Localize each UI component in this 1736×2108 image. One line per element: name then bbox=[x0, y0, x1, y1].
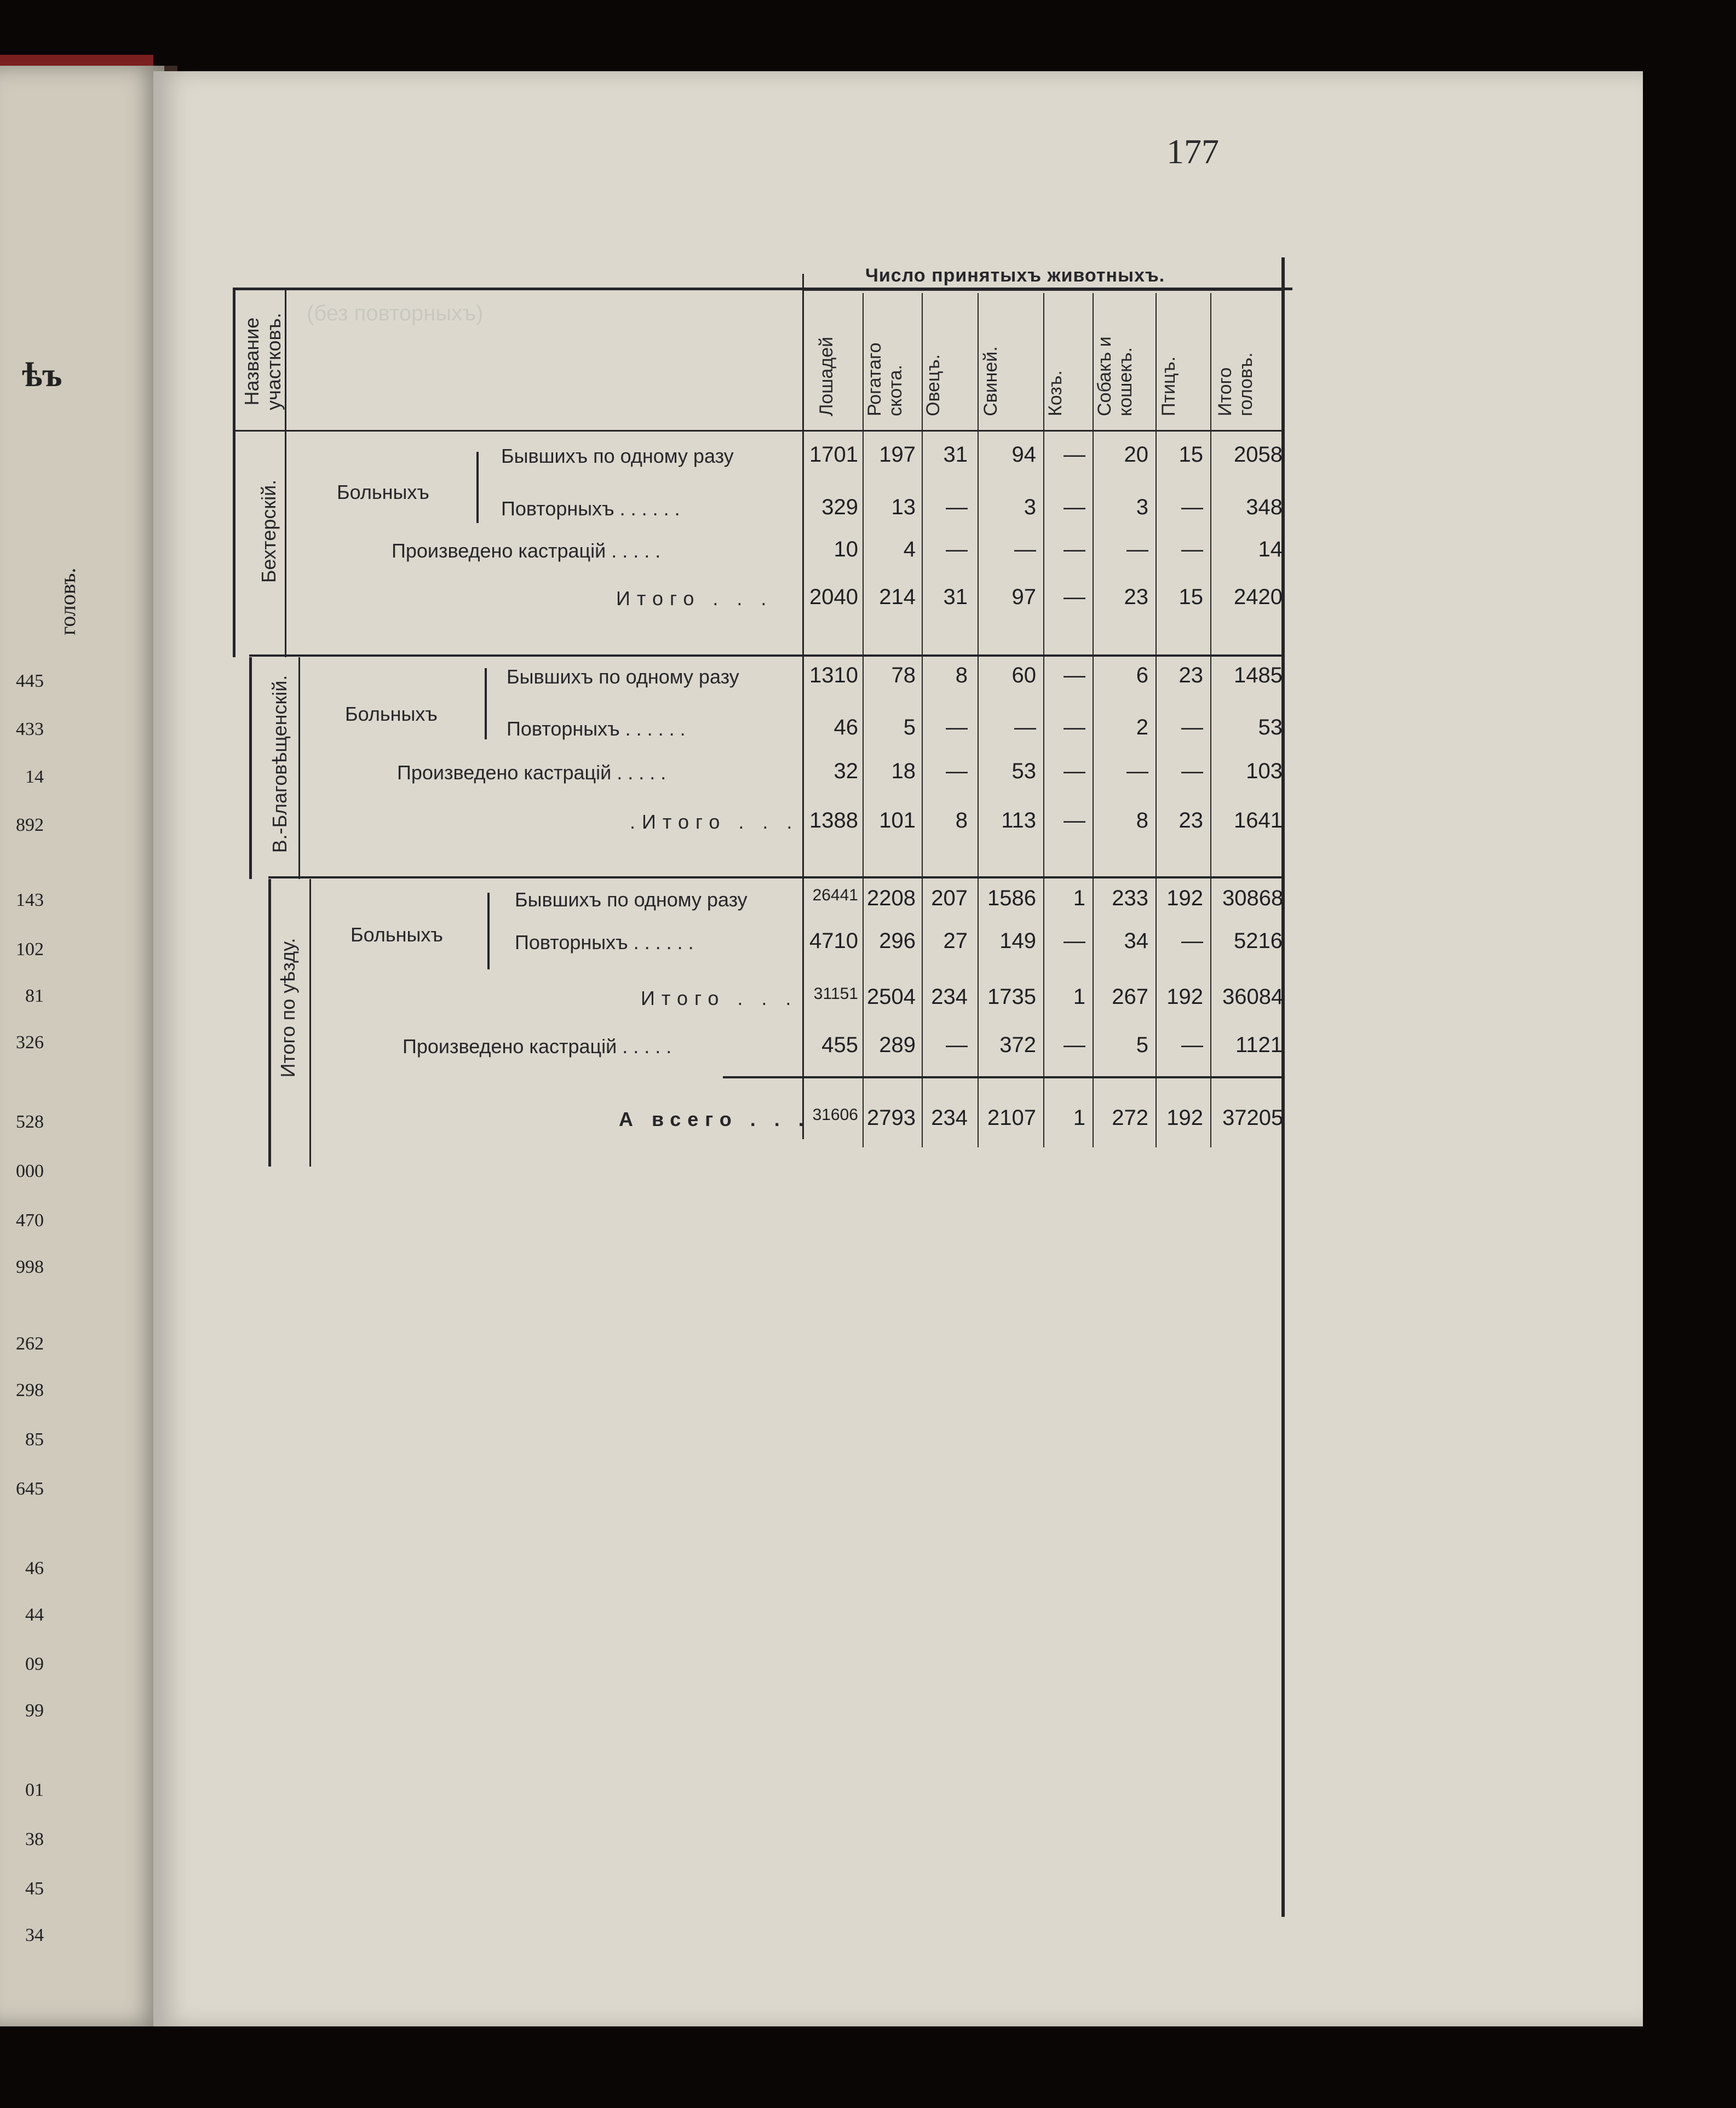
cell-value: 1586 bbox=[987, 886, 1036, 910]
cell-value: — bbox=[1064, 443, 1085, 467]
cell-value: 97 bbox=[1011, 585, 1036, 609]
cell-value: 267 bbox=[1112, 985, 1148, 1009]
cell-value: 94 bbox=[1011, 443, 1036, 467]
cell-value: 2 bbox=[1136, 715, 1148, 739]
column-divider bbox=[1093, 293, 1094, 1147]
left-page-number: 645 bbox=[16, 1479, 44, 1499]
bleed-through-text: (без повторныхъ) bbox=[307, 301, 484, 325]
cell-value: 113 bbox=[1001, 808, 1036, 832]
cell-value: 53 bbox=[1011, 759, 1036, 783]
column-header: Собакъ и кошекъ. bbox=[1094, 336, 1136, 416]
cell-value: 296 bbox=[879, 929, 916, 953]
cell-value: 2504 bbox=[867, 985, 916, 1009]
cell-value: — bbox=[1064, 495, 1085, 519]
cell-value: 27 bbox=[943, 929, 968, 953]
labels-values-divider bbox=[802, 274, 804, 1139]
section-name-2: В.-Благовѣщенскій. bbox=[268, 675, 291, 853]
column-header: Козъ. bbox=[1045, 370, 1066, 416]
column-header: Овецъ. bbox=[923, 354, 944, 416]
cell-value: 1310 bbox=[809, 663, 858, 687]
bracket-3 bbox=[487, 893, 490, 969]
cell-value: — bbox=[1014, 537, 1036, 561]
page-number: 177 bbox=[1166, 132, 1219, 171]
cell-value: 4 bbox=[903, 537, 916, 561]
row-label: Повторныхъ . . . . . . bbox=[501, 497, 680, 520]
cell-value: — bbox=[1181, 537, 1203, 561]
cell-value: 32 bbox=[833, 759, 858, 783]
left-page-number: 85 bbox=[25, 1429, 44, 1450]
cell-value: 455 bbox=[821, 1033, 858, 1057]
cell-value: — bbox=[1181, 495, 1203, 519]
cell-value: 30868 bbox=[1222, 886, 1284, 910]
cell-value: — bbox=[1064, 808, 1085, 832]
cell-value: 1 bbox=[1073, 1106, 1085, 1130]
section-2-bottom-line bbox=[268, 876, 1281, 878]
cell-value: 4710 bbox=[809, 929, 858, 953]
row-label: А всего . . . bbox=[619, 1108, 810, 1130]
cell-value: — bbox=[1064, 663, 1085, 687]
left-page-number: 38 bbox=[25, 1829, 44, 1849]
cell-value: — bbox=[1181, 1033, 1203, 1057]
row-label: Произведено кастрацій . . . . . bbox=[392, 539, 661, 562]
left-page-number: 09 bbox=[25, 1654, 44, 1674]
row-label: Бывшихъ по одному разу bbox=[515, 888, 748, 911]
cell-value: — bbox=[946, 715, 968, 739]
cell-value: 272 bbox=[1112, 1106, 1148, 1130]
left-page-number: 433 bbox=[16, 719, 44, 739]
row-label: Повторныхъ . . . . . . bbox=[515, 931, 694, 954]
cell-value: 53 bbox=[1258, 715, 1283, 739]
sick-label-2: Больныхъ bbox=[345, 703, 438, 725]
cell-value: 197 bbox=[879, 443, 916, 467]
row-label: .Итого . . . bbox=[630, 811, 799, 833]
cell-value: — bbox=[946, 759, 968, 783]
left-page-number: 44 bbox=[25, 1605, 44, 1625]
cell-value: — bbox=[1064, 1033, 1085, 1057]
cell-value: — bbox=[1126, 537, 1148, 561]
row-label: Произведено кастрацій . . . . . bbox=[403, 1035, 672, 1058]
cell-value: 192 bbox=[1166, 985, 1203, 1009]
left-page-number: 298 bbox=[16, 1380, 44, 1400]
left-page-number: 99 bbox=[25, 1701, 44, 1721]
row-label: Повторныхъ . . . . . . bbox=[507, 717, 686, 740]
cell-value: 192 bbox=[1166, 886, 1203, 910]
cell-value: 234 bbox=[931, 1106, 968, 1130]
column-header: Птицъ. bbox=[1158, 356, 1179, 416]
left-page-heading-fragment: ѣъ bbox=[22, 357, 62, 394]
cell-value: 348 bbox=[1246, 495, 1283, 519]
cell-value: — bbox=[1126, 759, 1148, 783]
column-divider bbox=[978, 293, 979, 1147]
cell-value: — bbox=[946, 537, 968, 561]
cell-value: 78 bbox=[891, 663, 916, 687]
cell-value: 2058 bbox=[1234, 443, 1283, 467]
cell-value: 31 bbox=[943, 585, 968, 609]
table-left-border-3 bbox=[268, 879, 271, 1167]
section-1-bottom-line bbox=[249, 654, 1281, 657]
left-page-number: 34 bbox=[25, 1925, 44, 1945]
cell-value: 23 bbox=[1179, 808, 1203, 832]
bracket-2 bbox=[485, 668, 487, 739]
grand-total-line bbox=[723, 1076, 1281, 1078]
cell-value: 6 bbox=[1136, 663, 1148, 687]
name-col-divider-3 bbox=[309, 879, 311, 1167]
left-page-number: 445 bbox=[16, 671, 44, 691]
cell-value: — bbox=[1181, 759, 1203, 783]
left-page-number: 262 bbox=[16, 1334, 44, 1354]
cell-value: 15 bbox=[1179, 443, 1203, 467]
cell-value: 31606 bbox=[812, 1106, 858, 1124]
cell-value: — bbox=[1064, 759, 1085, 783]
cell-value: — bbox=[1064, 715, 1085, 739]
table-left-border-1 bbox=[233, 288, 235, 657]
cell-value: 2107 bbox=[987, 1106, 1036, 1130]
header-bottom-line bbox=[233, 430, 1281, 432]
cell-value: 233 bbox=[1112, 886, 1148, 910]
cell-value: — bbox=[1014, 715, 1036, 739]
cell-value: 14 bbox=[1258, 537, 1283, 561]
row-label: Произведено кастрацій . . . . . bbox=[397, 761, 666, 784]
cell-value: 1641 bbox=[1234, 808, 1283, 832]
cell-value: 10 bbox=[833, 537, 858, 561]
cell-value: 60 bbox=[1011, 663, 1036, 687]
cell-value: — bbox=[946, 495, 968, 519]
cell-value: — bbox=[1181, 715, 1203, 739]
group-header-line bbox=[802, 289, 1281, 291]
cell-value: 15 bbox=[1179, 585, 1203, 609]
cell-value: 23 bbox=[1179, 663, 1203, 687]
cell-value: 214 bbox=[879, 585, 916, 609]
left-page-column-label: головъ. bbox=[55, 567, 80, 635]
column-header: Итого головъ. bbox=[1215, 352, 1256, 416]
cell-value: 46 bbox=[833, 715, 858, 739]
cell-value: 3 bbox=[1136, 495, 1148, 519]
left-page-number: 143 bbox=[16, 890, 44, 910]
left-page-number: 000 bbox=[16, 1161, 44, 1181]
column-divider bbox=[1156, 293, 1157, 1147]
cell-value: 2208 bbox=[867, 886, 916, 910]
left-page-number: 998 bbox=[16, 1257, 44, 1277]
cell-value: 1735 bbox=[987, 985, 1036, 1009]
column-divider bbox=[863, 293, 864, 1147]
cell-value: 8 bbox=[955, 808, 968, 832]
cell-value: 8 bbox=[1136, 808, 1148, 832]
cell-value: 149 bbox=[999, 929, 1036, 953]
bracket-1 bbox=[476, 452, 479, 523]
cell-value: 31 bbox=[943, 443, 968, 467]
cell-value: 36084 bbox=[1222, 985, 1284, 1009]
cell-value: 3 bbox=[1024, 495, 1036, 519]
cell-value: 2040 bbox=[809, 585, 858, 609]
cell-value: 1 bbox=[1073, 886, 1085, 910]
column-header: Рогатаго скота. bbox=[864, 342, 906, 416]
row-label: Бывшихъ по одному разу bbox=[501, 445, 734, 467]
left-page-number: 102 bbox=[16, 939, 44, 960]
cell-value: 192 bbox=[1166, 1106, 1203, 1130]
left-page-number: 45 bbox=[25, 1879, 44, 1899]
cell-value: 26441 bbox=[812, 886, 858, 904]
cell-value: 1388 bbox=[809, 808, 858, 832]
cell-value: — bbox=[1064, 537, 1085, 561]
section-name-1: Бехтерскій. bbox=[257, 479, 280, 583]
cell-value: 329 bbox=[821, 495, 858, 519]
cell-value: 5 bbox=[1136, 1033, 1148, 1057]
section-name-3: Итого по уѣзду. bbox=[277, 938, 299, 1078]
cell-value: 289 bbox=[879, 1033, 916, 1057]
name-col-divider-1 bbox=[285, 288, 286, 657]
column-header: Лошадей bbox=[816, 336, 837, 416]
table-left-border-2 bbox=[249, 657, 252, 879]
cell-value: 5216 bbox=[1234, 929, 1283, 953]
row-label: Итого . . . bbox=[616, 587, 773, 610]
cell-value: 2793 bbox=[867, 1106, 916, 1130]
cell-value: 31151 bbox=[813, 985, 858, 1003]
cell-value: — bbox=[946, 1033, 968, 1057]
row-label: Итого . . . bbox=[641, 987, 798, 1009]
cell-value: 234 bbox=[931, 985, 968, 1009]
column-header: Свиней. bbox=[980, 346, 1001, 416]
cell-value: 18 bbox=[891, 759, 916, 783]
left-page-number: 01 bbox=[25, 1780, 44, 1800]
left-page-number: 81 bbox=[25, 986, 44, 1006]
cell-value: 1701 bbox=[809, 443, 858, 467]
cell-value: — bbox=[1181, 929, 1203, 953]
cell-value: 8 bbox=[955, 663, 968, 687]
cell-value: 2420 bbox=[1234, 585, 1283, 609]
left-page-number: 892 bbox=[16, 815, 44, 835]
group-header: Число принятыхъ животныхъ. bbox=[865, 265, 1165, 286]
cell-value: 207 bbox=[931, 886, 968, 910]
cell-value: 23 bbox=[1124, 585, 1148, 609]
column-divider bbox=[1043, 293, 1044, 1147]
cell-value: — bbox=[1064, 929, 1085, 953]
name-col-divider-2 bbox=[298, 657, 300, 879]
cell-value: 1485 bbox=[1234, 663, 1283, 687]
cell-value: 1 bbox=[1073, 985, 1085, 1009]
cell-value: 103 bbox=[1246, 759, 1283, 783]
cell-value: — bbox=[1064, 585, 1085, 609]
column-divider bbox=[922, 293, 923, 1147]
left-page-number: 470 bbox=[16, 1210, 44, 1231]
sick-label-3: Больныхъ bbox=[350, 923, 443, 946]
left-page-number: 46 bbox=[25, 1558, 44, 1578]
left-page-number: 326 bbox=[16, 1032, 44, 1053]
sick-label-1: Больныхъ bbox=[337, 481, 429, 503]
cell-value: 372 bbox=[999, 1033, 1036, 1057]
cell-value: 101 bbox=[879, 808, 916, 832]
left-page-number: 14 bbox=[25, 767, 44, 787]
cell-value: 5 bbox=[903, 715, 916, 739]
cell-value: 13 bbox=[891, 495, 916, 519]
cell-value: 20 bbox=[1124, 443, 1148, 467]
cell-value: 37205 bbox=[1222, 1106, 1284, 1130]
row-label: Бывшихъ по одному разу bbox=[507, 665, 739, 688]
row-header-label: Название участковъ. bbox=[240, 313, 285, 410]
cell-value: 1121 bbox=[1235, 1033, 1283, 1057]
left-page-number: 528 bbox=[16, 1112, 44, 1132]
cell-value: 34 bbox=[1124, 929, 1148, 953]
column-divider bbox=[1210, 293, 1211, 1147]
